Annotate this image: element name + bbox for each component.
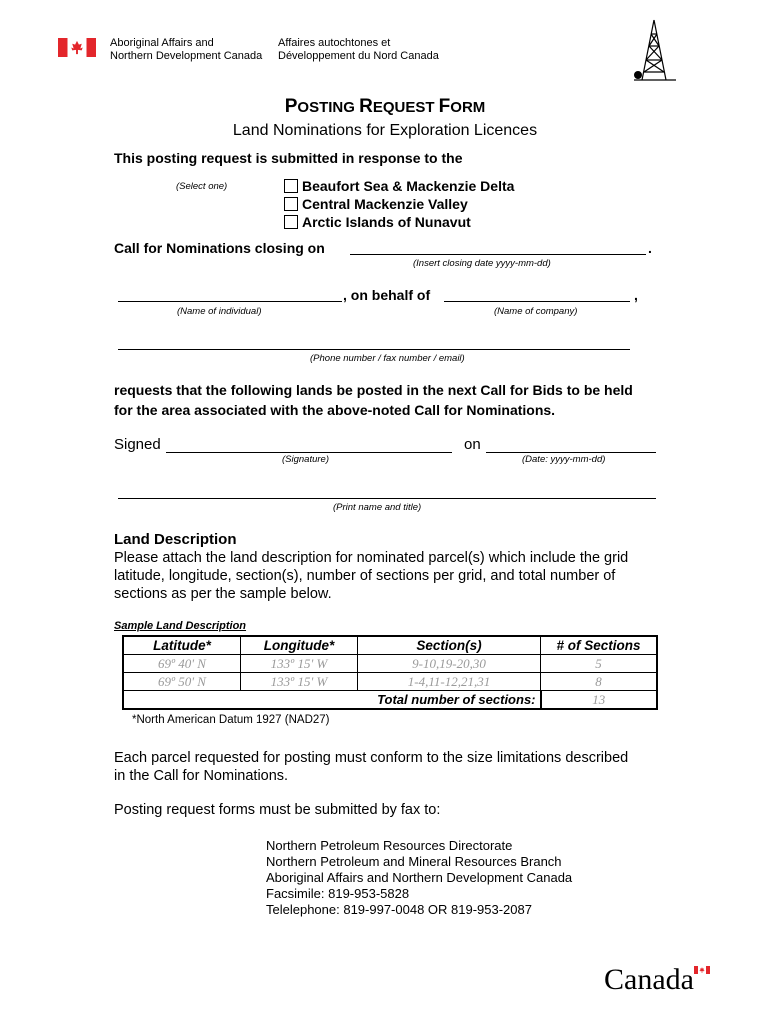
total-value: 13 <box>541 691 658 710</box>
col-num-sections: # of Sections <box>541 636 658 655</box>
checkbox-beaufort[interactable] <box>284 179 298 193</box>
canada-wordmark: Canada <box>604 963 694 996</box>
signature-hint: (Signature) <box>282 454 329 465</box>
sample-label: Sample Land Description <box>114 620 247 632</box>
table-row <box>123 673 657 691</box>
checkbox-arctic-islands[interactable] <box>284 215 298 229</box>
mailing-address <box>266 838 572 918</box>
address-line: Northern Petroleum Resources Directorate <box>266 838 513 853</box>
closing-date-field[interactable] <box>350 254 646 255</box>
col-longitude: Longitude* <box>241 636 358 655</box>
option-mackenzie-valley-label: Central Mackenzie Valley <box>302 196 468 212</box>
on-behalf-label: , on behalf of <box>343 287 431 303</box>
checkbox-mackenzie-valley[interactable] <box>284 197 298 211</box>
size-note: Each parcel requested for posting must conform to the size limitations described in the Call for Nominations. <box>114 750 629 784</box>
cell-sections: 1-4,11-12,21,31 <box>358 673 541 691</box>
dept-name-en: Aboriginal Affairs and Northern Development Canada <box>110 37 263 62</box>
address-line: Aboriginal Affairs and Northern Development Canada <box>266 870 573 885</box>
cell-lat: 69º 40' N <box>123 655 241 673</box>
select-hint: (Select one) <box>176 181 228 192</box>
total-label: Total number of sections: <box>123 691 541 710</box>
option-arctic-islands-label: Arctic Islands of Nunavut <box>302 214 471 230</box>
sample-table <box>122 635 658 710</box>
form-title: POSTING REQUEST FORM <box>284 96 486 117</box>
cell-count: 8 <box>541 673 658 691</box>
datum-note: *North American Datum 1927 (NAD27) <box>132 714 330 726</box>
table-row <box>123 655 657 673</box>
comma-mark: , <box>634 287 638 303</box>
signature-field[interactable] <box>166 452 452 453</box>
dept-name-fr: Affaires autochtones et Développement du Nord Canada <box>278 37 439 62</box>
cell-lon: 133º 15' W <box>241 673 358 691</box>
signed-date-field[interactable] <box>486 452 656 453</box>
print-name-field[interactable] <box>118 498 656 499</box>
wordmark-flag-icon <box>694 966 710 974</box>
address-line: Telelephone: 819-997-0048 OR 819-953-2087 <box>266 902 532 917</box>
call-closing-label: Call for Nominations closing on <box>114 240 325 256</box>
company-name-field[interactable] <box>444 301 630 302</box>
cell-sections: 9-10,19-20,30 <box>358 655 541 673</box>
company-name-hint: (Name of company) <box>494 306 578 317</box>
period-mark: . <box>648 240 652 256</box>
contact-hint: (Phone number / fax number / email) <box>310 353 465 364</box>
land-description-text: Please attach the land description for nominated parcel(s) which include the grid latitude, longitude, section(s), number of sections per grid, and total number of sections as per the sample below. <box>114 550 629 602</box>
cell-lat: 69º 50' N <box>123 673 241 691</box>
individual-name-hint: (Name of individual) <box>177 306 262 317</box>
on-label: on <box>464 436 481 453</box>
request-text-1: requests that the following lands be posted in the next Call for Bids to be held <box>114 382 633 398</box>
canada-flag-icon <box>58 38 96 57</box>
closing-date-hint: (Insert closing date yyyy-mm-dd) <box>413 258 551 269</box>
fax-note: Posting request forms must be submitted by fax to: <box>114 802 441 818</box>
col-sections: Section(s) <box>358 636 541 655</box>
individual-name-field[interactable] <box>118 301 342 302</box>
request-text-2: for the area associated with the above-noted Call for Nominations. <box>114 402 556 418</box>
date-hint: (Date: yyyy-mm-dd) <box>522 454 606 465</box>
intro-text: This posting request is submitted in response to the <box>114 150 463 166</box>
cell-count: 5 <box>541 655 658 673</box>
contact-field[interactable] <box>118 349 630 350</box>
address-line: Northern Petroleum and Mineral Resources Branch <box>266 854 562 869</box>
signed-label: Signed <box>114 436 161 453</box>
form-subtitle: Land Nominations for Exploration Licences <box>232 122 538 139</box>
option-beaufort-label: Beaufort Sea & Mackenzie Delta <box>302 178 515 194</box>
col-latitude: Latitude* <box>123 636 241 655</box>
print-name-hint: (Print name and title) <box>333 502 422 513</box>
land-description-heading: Land Description <box>114 531 237 548</box>
drilling-rig-icon <box>630 18 678 84</box>
address-line: Facsimile: 819-953-5828 <box>266 886 410 901</box>
cell-lon: 133º 15' W <box>241 655 358 673</box>
